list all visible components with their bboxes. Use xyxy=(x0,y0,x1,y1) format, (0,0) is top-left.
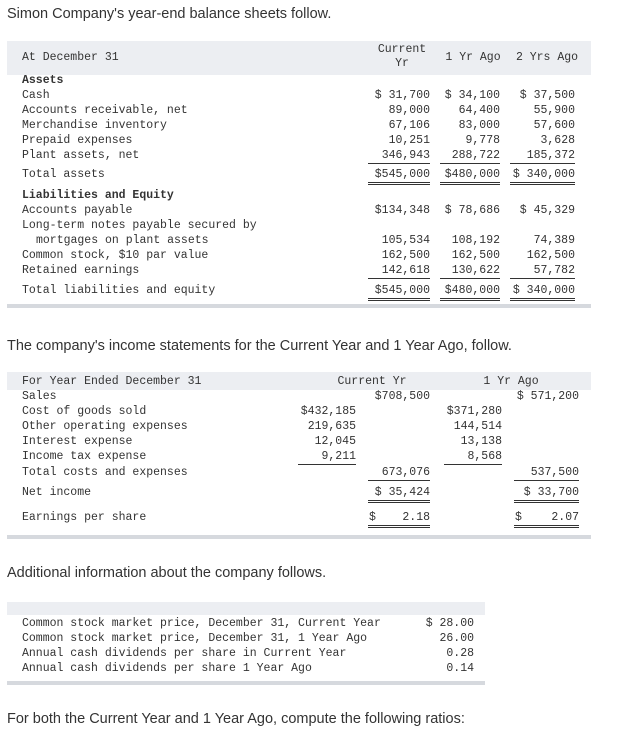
bs-row-value: 130,622 xyxy=(440,264,500,279)
bs-row-value: 57,782 xyxy=(510,264,575,279)
is-header-label: For Year Ended December 31 xyxy=(22,375,202,388)
bs-header-1yr: 1 Yr Ago xyxy=(445,51,501,64)
bs-header-2yrs: 2 Yrs Ago xyxy=(515,51,579,64)
is-row-label: Interest expense xyxy=(22,435,133,448)
is-row-prior: 8,568 xyxy=(444,450,502,465)
total-le-label: Total liabilities and equity xyxy=(22,284,216,297)
bs-row-value: 162,500 xyxy=(451,249,500,262)
is-row-prior: 13,138 xyxy=(460,435,502,448)
total-costs-prior: 537,500 xyxy=(514,466,579,481)
bs-row-value: 185,372 xyxy=(510,149,575,164)
sales-prior: $ 571,200 xyxy=(516,390,579,403)
bs-row-label: mortgages on plant assets xyxy=(36,234,209,247)
eps-prior-value: 2.07 xyxy=(551,511,579,524)
assets-heading: Assets xyxy=(22,74,64,87)
additional-row-label: Annual cash dividends per share in Current Year xyxy=(22,647,347,660)
net-income-label: Net income xyxy=(22,486,92,499)
total-costs-label: Total costs and expenses xyxy=(22,466,188,479)
bs-row-label: Prepaid expenses xyxy=(22,134,133,147)
bs-row-value: $ 34,100 xyxy=(444,89,500,102)
bs-row-label: Accounts receivable, net xyxy=(22,104,188,117)
bs-row-value: 89,000 xyxy=(388,104,430,117)
additional-intro-text: Additional information about the company follows. xyxy=(7,565,327,581)
total-le-value: $480,000 xyxy=(440,284,500,301)
bs-row-value: 346,943 xyxy=(368,149,430,164)
bs-row-label: Common stock, $10 par value xyxy=(22,249,209,262)
bs-row-value: 162,500 xyxy=(381,249,430,262)
total-assets-value: $ 340,000 xyxy=(510,168,575,185)
is-header-current: Current Yr xyxy=(337,375,407,388)
total-assets-value: $480,000 xyxy=(440,168,500,185)
bs-header-current-2: Yr xyxy=(395,57,409,70)
additional-row-label: Common stock market price, December 31, Current Year xyxy=(22,617,381,630)
sales-label: Sales xyxy=(22,390,57,403)
bs-row-label: Retained earnings xyxy=(22,264,140,277)
bs-row-value: 9,778 xyxy=(465,134,500,147)
bs-header-label: At December 31 xyxy=(22,51,119,64)
bs-row-value: 55,900 xyxy=(533,104,575,117)
is-row-label: Other operating expenses xyxy=(22,420,188,433)
sales-current: $708,500 xyxy=(374,390,430,403)
bs-header-current: Current xyxy=(377,43,427,56)
bs-row-value: $134,348 xyxy=(374,204,430,217)
net-income-prior: $ 33,700 xyxy=(514,486,579,503)
additional-row-label: Annual cash dividends per share 1 Year Ago xyxy=(22,662,312,675)
footer-text: For both the Current Year and 1 Year Ago, compute the following ratios: xyxy=(7,711,465,727)
bs-row-value: 74,389 xyxy=(533,234,575,247)
bs-row-value: 3,628 xyxy=(540,134,575,147)
is-row-current: 219,635 xyxy=(307,420,356,433)
bs-row-label: Merchandise inventory xyxy=(22,119,167,132)
bs-row-value: 142,618 xyxy=(368,264,430,279)
bs-row-label: Plant assets, net xyxy=(22,149,140,162)
total-assets-label: Total assets xyxy=(22,168,105,181)
bs-row-label: Long-term notes payable secured by xyxy=(22,219,257,232)
total-le-value: $ 340,000 xyxy=(510,284,575,301)
income-intro-text: The company's income statements for the Current Year and 1 Year Ago, follow. xyxy=(7,338,512,354)
bs-row-value: 67,106 xyxy=(388,119,430,132)
eps-prior-sign: $ xyxy=(515,511,522,524)
bs-row-label: Accounts payable xyxy=(22,204,133,217)
table-bottom-rule xyxy=(7,681,485,685)
bs-row-value: $ 78,686 xyxy=(444,204,500,217)
bs-row-value: 162,500 xyxy=(526,249,575,262)
bs-row-value: 10,251 xyxy=(388,134,430,147)
bs-row-value: 64,400 xyxy=(458,104,500,117)
bs-row-value: 83,000 xyxy=(458,119,500,132)
additional-row-value: 26.00 xyxy=(439,632,474,645)
bs-row-value: 57,600 xyxy=(533,119,575,132)
is-row-prior: 144,514 xyxy=(453,420,502,433)
eps-label: Earnings per share xyxy=(22,511,147,524)
is-row-current: 9,211 xyxy=(298,450,356,465)
liabilities-heading: Liabilities and Equity xyxy=(22,189,174,202)
is-row-label: Income tax expense xyxy=(22,450,147,463)
bs-row-value: $ 45,329 xyxy=(519,204,575,217)
bs-row-value: $ 31,700 xyxy=(374,89,430,102)
eps-current-value: 2.18 xyxy=(402,511,430,524)
bs-row-value: 288,722 xyxy=(440,149,500,164)
bs-row-value: $ 37,500 xyxy=(519,89,575,102)
eps-current-sign: $ xyxy=(369,511,376,524)
is-row-current: 12,045 xyxy=(314,435,356,448)
total-le-value: $545,000 xyxy=(368,284,430,301)
additional-row-label: Common stock market price, December 31, 1 Year Ago xyxy=(22,632,368,645)
bs-row-label: Cash xyxy=(22,89,50,102)
additional-row-value: 0.28 xyxy=(446,647,474,660)
total-assets-value: $545,000 xyxy=(368,168,430,185)
total-costs-current: 673,076 xyxy=(368,466,430,481)
additional-row-value: $ 28.00 xyxy=(425,617,474,630)
is-row-prior: $371,280 xyxy=(446,405,502,418)
bs-row-value: 108,192 xyxy=(451,234,500,247)
bs-row-value: 105,534 xyxy=(381,234,430,247)
additional-info-header xyxy=(7,602,485,615)
intro-text: Simon Company's year-end balance sheets follow. xyxy=(7,6,332,22)
is-row-current: $432,185 xyxy=(300,405,356,418)
is-header-prior: 1 Yr Ago xyxy=(483,375,539,388)
is-row-label: Cost of goods sold xyxy=(22,405,147,418)
additional-row-value: 0.14 xyxy=(446,662,474,675)
net-income-current: $ 35,424 xyxy=(368,486,430,503)
